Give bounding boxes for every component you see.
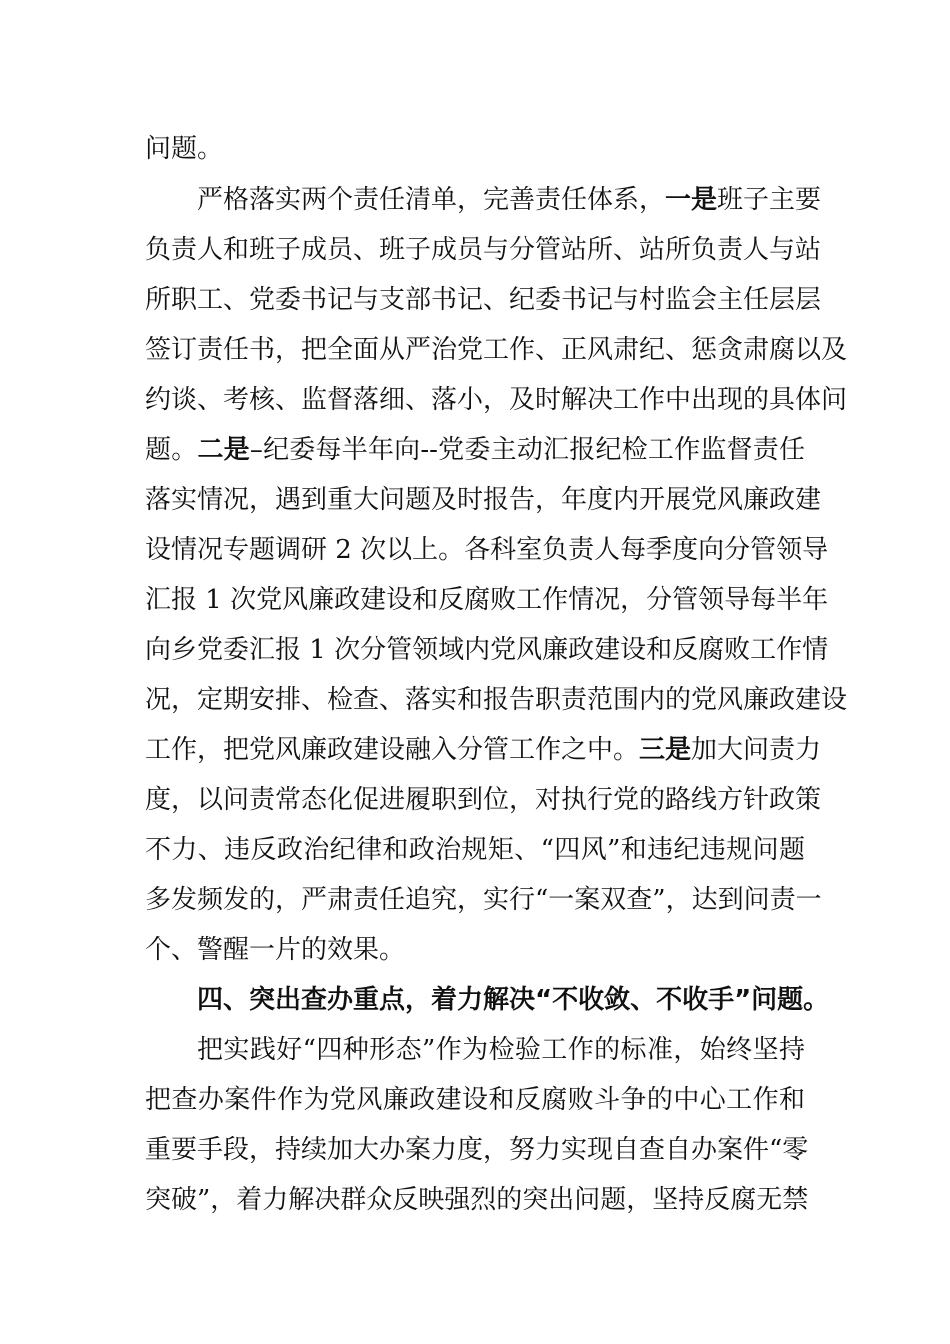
- text-run: 约谈、考核、监督落细、落小，及时解决工作中出现的具体问: [145, 385, 848, 415]
- text-run: 问题。: [145, 134, 224, 164]
- text-run: 重要手段，持续加大办案力度，努力实现自查自办案件“零: [145, 1135, 809, 1165]
- text-run: 负责人和班子成员、班子成员与分管站所、站所负责人与站: [145, 235, 822, 265]
- text-run: 严格落实两个责任清单，完善责任体系，: [197, 185, 666, 215]
- text-run: 况，定期安排、检查、落实和报告职责范围内的党风廉政建设: [145, 685, 848, 715]
- heading-text: 四、突出查办重点，着力解决“不收敛、不收手”问题。: [197, 985, 830, 1015]
- text-line: [145, 680, 848, 720]
- text-line: [197, 180, 822, 220]
- text-run: 个、警醒一片的效果。: [145, 935, 406, 965]
- text-run: 签订责任书，把全面从严治党工作、正风肃纪、惩贪肃腐以及: [145, 335, 848, 365]
- text-run: 度，以问责常态化促进履职到位，对执行党的路线方针政策: [145, 785, 822, 815]
- text-line: [145, 430, 805, 470]
- text-run: 向乡党委汇报 1 次分管领域内党风廉政建设和反腐败工作情: [145, 635, 829, 665]
- section-heading: [197, 980, 830, 1020]
- text-line: [145, 1080, 805, 1120]
- text-run: 落实情况，遇到重大问题及时报告，年度内开展党风廉政建: [145, 485, 822, 515]
- text-run: 加大问责力: [691, 735, 822, 765]
- text-run: 所职工、党委书记与支部书记、纪委书记与村监会主任层层: [145, 285, 822, 315]
- text-run: 工作，把党风廉政建设融入分管工作之中。: [145, 735, 640, 765]
- text-run: 汇报 1 次党风廉政建设和反腐败工作情况，分管领导每半年: [145, 585, 829, 615]
- text-line: [145, 630, 829, 670]
- text-line: [145, 530, 829, 570]
- text-line: [197, 1030, 805, 1070]
- text-line: [145, 830, 805, 870]
- text-run: 把查办案件作为党风廉政建设和反腐败斗争的中心工作和: [145, 1085, 805, 1115]
- text-line: [145, 129, 805, 169]
- text-line: [145, 230, 822, 270]
- emphasis-run: 一是: [665, 185, 718, 215]
- text-line: [145, 580, 829, 620]
- text-line: [145, 1180, 809, 1220]
- text-line: [145, 880, 822, 920]
- text-line: [145, 1130, 809, 1170]
- text-run: 不力、违反政治纪律和政治规矩、“四风”和违纪违规问题: [145, 835, 805, 865]
- text-run: 题。: [145, 435, 198, 465]
- text-run: 突破”，着力解决群众反映强烈的突出问题，坚持反腐无禁: [145, 1185, 809, 1215]
- text-run: –纪委每半年向--党委主动汇报纪检工作监督责任: [249, 435, 805, 465]
- text-line: [145, 480, 822, 520]
- text-line: [145, 280, 822, 320]
- text-line: [145, 330, 848, 370]
- text-run: 把实践好“四种形态”作为检验工作的标准，始终坚持: [197, 1035, 805, 1065]
- text-line: [145, 930, 805, 970]
- text-line: [145, 380, 848, 420]
- text-run: 班子主要: [717, 185, 822, 215]
- emphasis-run: 二是: [197, 435, 250, 465]
- text-line: [145, 730, 822, 770]
- text-line: [145, 780, 822, 820]
- text-run: 设情况专题调研 2 次以上。各科室负责人每季度向分管领导: [145, 535, 829, 565]
- text-run: 多发频发的，严肃责任追究，实行“一案双查”，达到问责一: [145, 885, 822, 915]
- emphasis-run: 三是: [639, 735, 692, 765]
